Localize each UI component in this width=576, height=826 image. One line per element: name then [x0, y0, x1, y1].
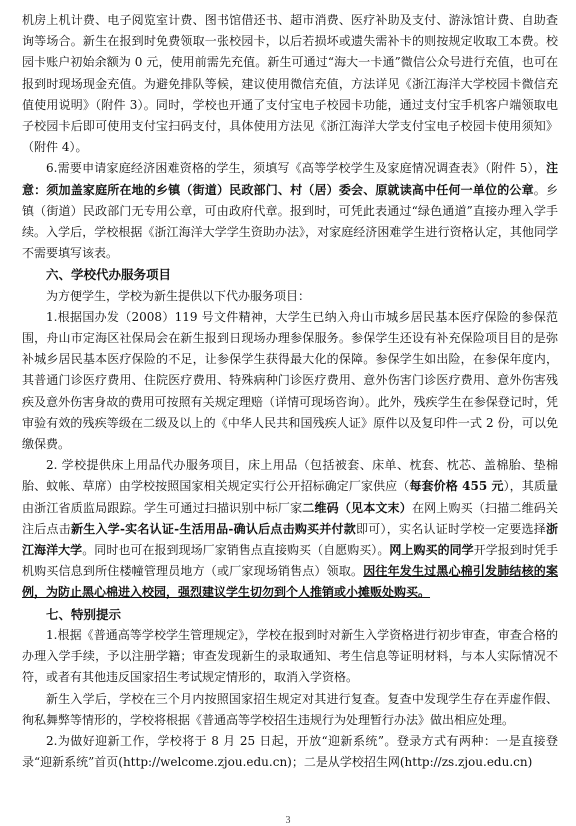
aid-notice-bold: 注意：须加盖家庭所在地的乡镇（街道）民政部门、村（居）委会、原就读高中任何一单位的公章 [22, 161, 558, 197]
section-heading-6: 六、学校代办服务项目 [46, 267, 172, 283]
bedding-online-buyers: 网上购买的同学 [389, 543, 474, 558]
paragraph-welcome-system: 2.为做好迎新工作，学校将于 8 月 25 日起，开放“迎新系统”。登录方式有两种：一是直接登录“迎新系统”首页(http://welcome.zjou.edu.cn)；二是从学校招生网(http://zs.zjou.edu.cn) [22, 733, 558, 770]
document-page [22, 10, 558, 773]
paragraph-medical-insurance: 1.根据国办发（2008）119 号文件精神，大学生已纳入舟山市城乡居民基本医疗保险的参保范围，舟山市定海区社保局会在新生报到日现场办理参保服务。参保学生还设有补充保险项目目的是弥补城乡居民基本医疗保险的不足，让参保学生获得最大化的保障。参保学生如出险，在参保年度内，其普通门诊医疗费用、住院医疗费用、特殊病种门诊医疗费用、意外伤害门诊医疗费用、意外伤害残疾及意外伤害身故的费用可按照有关规定理赔（详情可现场咨询）。此外，残疾学生在参保登记时，凭审验有效的残疾等级在二级及以上的《中华人民共和国残疾人证》原件以及复印件一式 2 份，可以免缴保费。 [22, 309, 558, 452]
bedding-text-3: 在网上购买（扫描二维码关注后点击 [22, 500, 558, 536]
paragraph-campus-card: 机房上机计费、电子阅览室计费、图书馆借还书、超市消费、医疗补助及支付、游泳馆计费、自助查询等场合。新生在报到时免费领取一张校园卡，以后若损坏或遗失需补卡的则按规定收取工本费。校园卡账户初始余额为 0 元，使用前需先充值。新生可通过“海大一卡通”微信公众号进行充值，也可在报到时现场现金充值。为避免排队等候，建议使用微信充值，方法详见《浙江海洋大学校园卡微信充值使用说明》（附件 3）。同时，学校也开通了支付宝电子校园卡功能，通过支付宝手机客户端领取电子校园卡后即可使用支付宝扫码支付，具体使用方法见《浙江海洋大学支付宝电子校园卡使用须知》（附件 4）。 [22, 13, 558, 155]
paragraph-financial-aid [22, 158, 558, 264]
bedding-price: 每套价格 455 元 [409, 479, 504, 494]
bedding-text-5: 。同时也可在报到现场厂家销售点直接购买（自愿购买）。 [82, 543, 390, 558]
aid-text-2: 。乡镇（街道）民政部门无专用公章，可由政府代章。报到时，可凭此表通过“绿色通道”直接办理入学手续。入学后，学校根据《浙江海洋大学学生资助办法》，对家庭经济困难学生进行资格认定，其他同学不需要填写该表。 [22, 182, 558, 261]
paragraph-services-intro: 为方便学生，学校为新生提供以下代办服务项目： [46, 288, 311, 303]
paragraph-enrollment-review: 1.根据《普通高等学校学生管理规定》，学校在报到时对新生入学资格进行初步审查，审查合格的办理入学手续，予以注册学籍；审查发现新生的录取通知、考生信息等证明材料，与本人实际情况不符，或者有其他违反国家招生考试规定情形的，取消入学资格。 [22, 627, 558, 685]
section-heading-7: 七、特别提示 [46, 606, 122, 622]
page-number: 3 [285, 815, 291, 826]
bedding-university-name: 浙江海洋大学 [22, 521, 558, 558]
bedding-warning: 因往年发生过黑心棉引发肺结核的案例，为防止黑心棉进入校园，强烈建议学生切勿到个人推销或小摊贩处购买。 [22, 564, 558, 600]
bedding-qrcode-note: 二维码（见本文末） [302, 500, 412, 515]
bedding-steps: 新生入学-实名认证-生活用品-确认后点击购买并付款 [70, 521, 357, 536]
bedding-text-6: 开学报到时凭手机购买信息到所住楼幢管理员地方（或厂家现场销售点）领取。 [22, 543, 558, 579]
bedding-text-1: 2. 学校提供床上用品代办服务项目，床上用品（包括被套、床单、枕套、枕芯、盖棉胎、垫棉胎、蚊帐、草席）由学校按照国家相关规定实行公开招标确定厂家供应（ [22, 458, 558, 494]
bedding-text-4: 即可），实名认证时学校一定要选择 [356, 521, 546, 536]
paragraph-recheck: 新生入学后，学校在三个月内按照国家招生规定对其进行复查。复查中发现学生存在弄虚作假、徇私舞弊等情形的，学校将根据《普通高等学校招生违规行为处理暂行办法》做出相应处理。 [22, 691, 558, 727]
bedding-text-2: ），其质量由浙江省质监局跟踪。学生可通过扫描识别中标厂家 [22, 479, 558, 515]
paragraph-bedding [22, 455, 558, 603]
aid-text-1: 6.需要申请家庭经济困难资格的学生，须填写《高等学校学生及家庭情况调查表》（附件 5）， [46, 161, 546, 176]
